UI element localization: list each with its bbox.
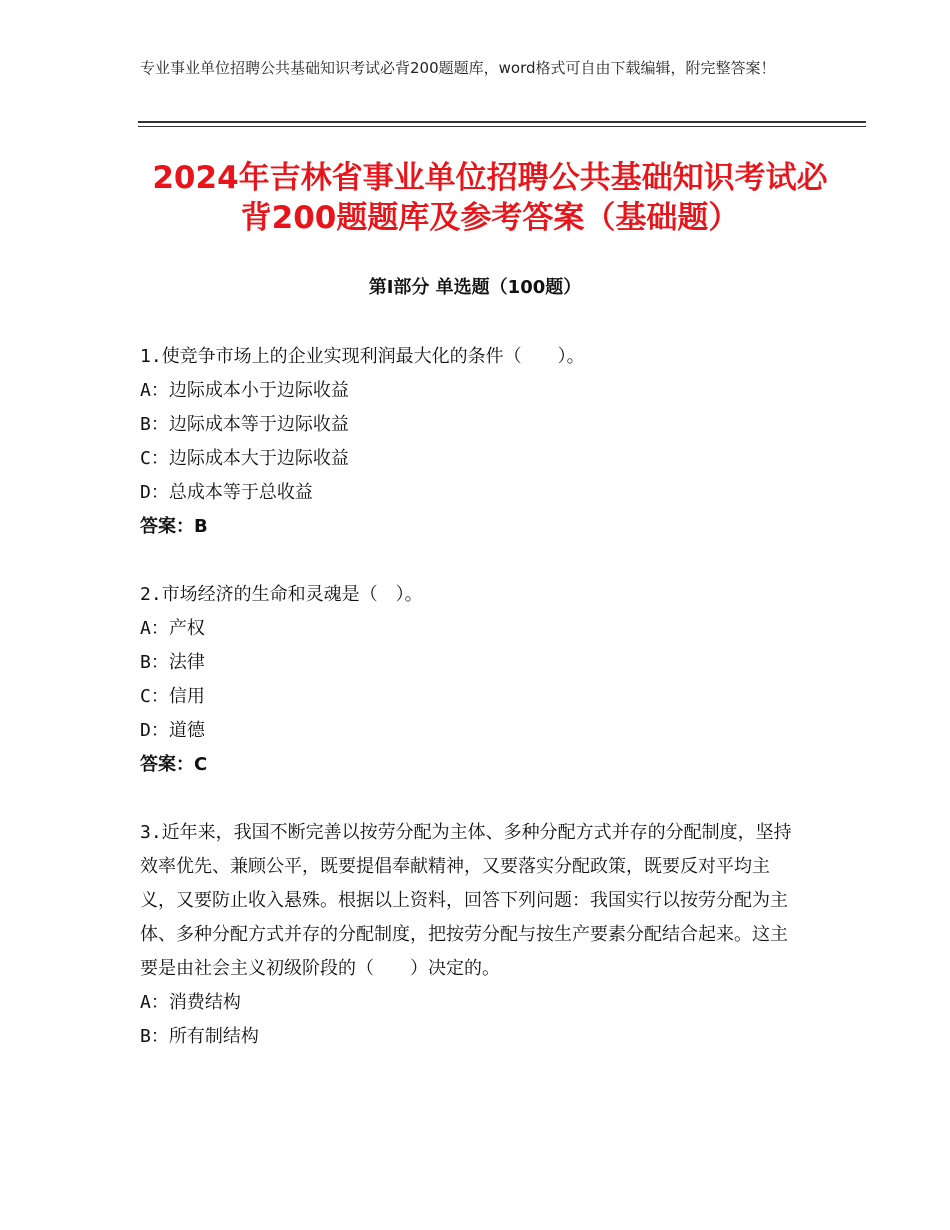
question-3 bbox=[140, 816, 800, 1054]
question-stem: 1.使竞争市场上的企业实现利润最大化的条件（ ）。 bbox=[140, 346, 585, 367]
option-b: B：法律 bbox=[140, 652, 205, 673]
option-b: B：所有制结构 bbox=[140, 1026, 259, 1047]
document-title: 2024年吉林省事业单位招聘公共基础知识考试必背200题题库及参考答案（基础题） bbox=[152, 160, 828, 236]
question-stem: 2.市场经济的生命和灵魂是（ ）。 bbox=[140, 584, 423, 605]
header-note: 专业事业单位招聘公共基础知识考试必背200题题库，word格式可自由下载编辑，附完整答案！ bbox=[140, 59, 776, 77]
option-d: D：道德 bbox=[140, 720, 205, 741]
header-rule-thick bbox=[138, 121, 866, 123]
option-d: D：总成本等于总收益 bbox=[140, 482, 313, 503]
answer-line: 答案：C bbox=[140, 754, 208, 775]
option-a: A：边际成本小于边际收益 bbox=[140, 380, 349, 401]
option-b: B：边际成本等于边际收益 bbox=[140, 414, 349, 435]
option-c: C：信用 bbox=[140, 686, 205, 707]
header-rule-thin bbox=[138, 126, 866, 127]
option-a: A：产权 bbox=[140, 618, 205, 639]
answer-line: 答案：B bbox=[140, 516, 208, 537]
option-c: C：边际成本大于边际收益 bbox=[140, 448, 349, 469]
option-a: A：消费结构 bbox=[140, 992, 241, 1013]
section-heading: 第Ⅰ部分 单选题（100题） bbox=[368, 277, 582, 298]
question-list bbox=[140, 340, 800, 1088]
question-1 bbox=[140, 340, 800, 544]
question-2 bbox=[140, 578, 800, 782]
question-stem: 3.近年来，我国不断完善以按劳分配为主体、多种分配方式并存的分配制度，坚持效率优先、兼顾公平，既要提倡奉献精神，又要落实分配政策，既要反对平均主义，又要防止收入悬殊。根据以上资料，回答下列问题：我国实行以按劳分配为主体、多种分配方式并存的分配制度，把按劳分配与按生产要素分配结合起来。这主要是由社会主义初级阶段的（ ）决定的。 bbox=[140, 822, 792, 979]
